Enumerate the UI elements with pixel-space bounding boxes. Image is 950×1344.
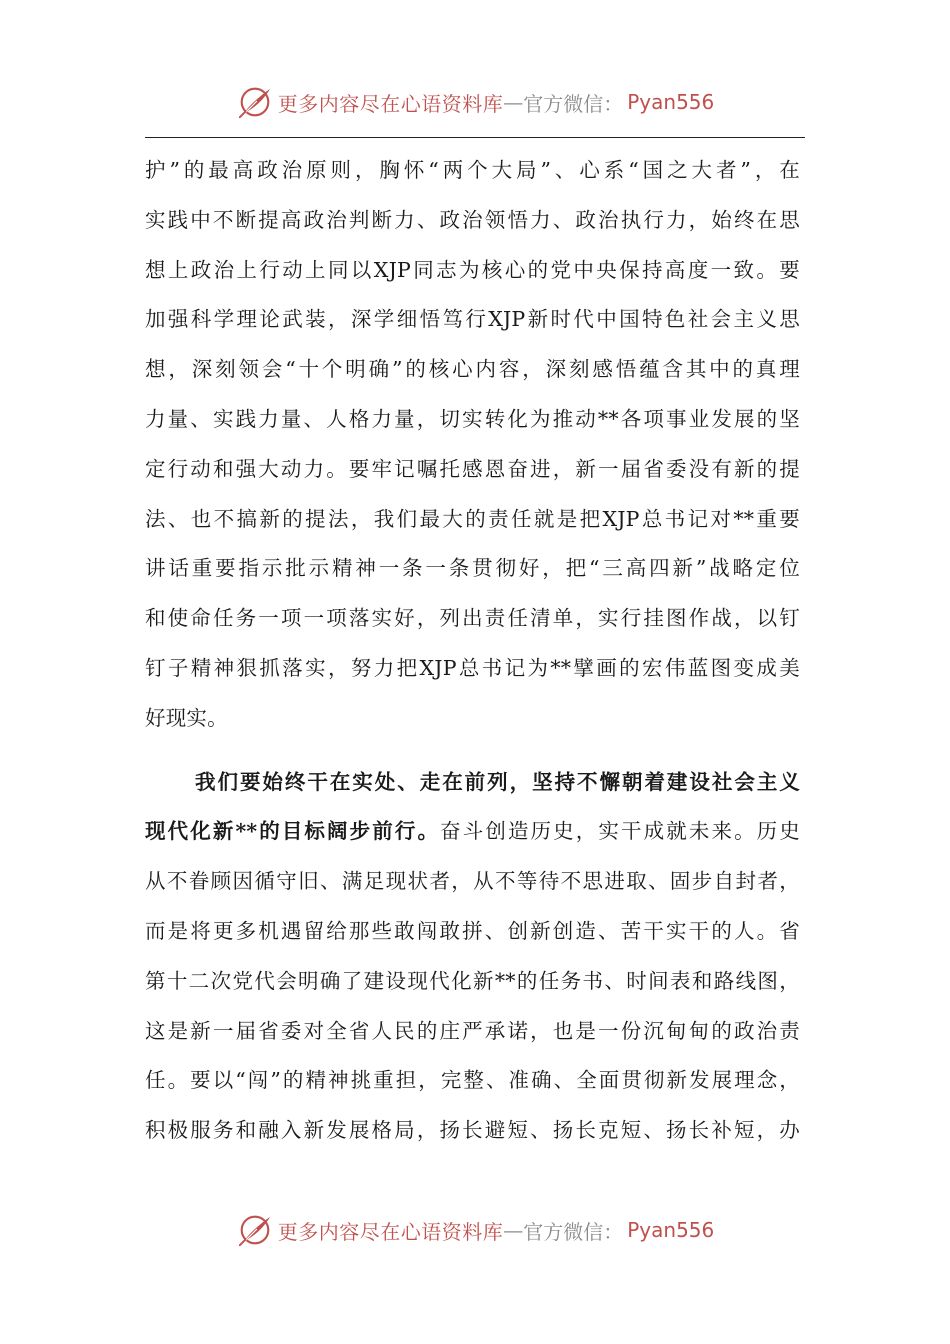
paragraph-1 <box>145 146 800 744</box>
text-line: 讲话重要指示批示精神一条一条贯彻好，把“三高四新”战略定位 <box>145 556 800 581</box>
document-body <box>145 146 800 1156</box>
paragraph-heading-line: 我们要始终干在实处、走在前列，坚持不懈朝着建设社会主义 <box>195 769 800 794</box>
text-line: 定行动和强大动力。要牢记嘱托感恩奋进，新一届省委没有新的提 <box>145 456 800 481</box>
text-line-mixed <box>145 807 800 857</box>
text-line: 想上政治上行动上同以XJP同志为核心的党中央保持高度一致。要 <box>145 257 800 282</box>
text-line: 而是将更多机遇留给那些敢闯敢拼、创新创造、苦干实干的人。省 <box>145 918 800 943</box>
text-line: 第十二次党代会明确了建设现代化新**的任务书、时间表和路线图， <box>145 968 800 993</box>
quill-logo-icon <box>236 83 274 121</box>
header-contact-label: 官方微信： <box>523 91 624 116</box>
footer-banner <box>0 1208 950 1252</box>
text-line: 好现实。 <box>145 705 228 730</box>
header-contact-id: Pyan556 <box>627 90 715 114</box>
text-line: 力量、实践力量、人格力量，切实转化为推动**各项事业发展的坚 <box>145 406 800 431</box>
footer-contact-id: Pyan556 <box>627 1218 715 1242</box>
header-separator: — <box>503 90 524 114</box>
footer-contact-label: 官方微信： <box>523 1219 624 1244</box>
footer-separator: — <box>503 1218 524 1242</box>
text-line: 积极服务和融入新发展格局，扬长避短、扬长克短、扬长补短，办 <box>145 1118 800 1143</box>
paragraph-2 <box>145 758 800 1156</box>
text-line: 实践中不断提高政治判断力、政治领悟力、政治执行力，始终在思 <box>145 207 800 232</box>
header-divider <box>145 137 805 138</box>
text-line: 加强科学理论武装，深学细悟笃行XJP新时代中国特色社会主义思 <box>145 307 800 332</box>
text-line: 任。要以“闯”的精神挑重担，完整、准确、全面贯彻新发展理念， <box>145 1068 800 1093</box>
text-line: 想，深刻领会“十个明确”的核心内容，深刻感悟蕴含其中的真理 <box>145 357 800 382</box>
header-tagline: 更多内容尽在心语资料库 <box>277 91 504 116</box>
paragraph-heading-end: 现代化新**的目标阔步前行。 <box>145 819 441 844</box>
footer-tagline: 更多内容尽在心语资料库 <box>277 1219 504 1244</box>
text-run: 奋斗创造历史，实干成就未来。历史 <box>440 819 800 844</box>
text-line: 法、也不搞新的提法，我们最大的责任就是把XJP总书记对**重要 <box>145 506 800 531</box>
text-line: 钉子精神狠抓落实，努力把XJP总书记为**擘画的宏伟蓝图变成美 <box>145 655 800 680</box>
header-banner <box>0 80 950 124</box>
text-line: 和使命任务一项一项落实好，列出责任清单，实行挂图作战，以钉 <box>145 606 800 631</box>
text-line: 护”的最高政治原则，胸怀“两个大局”、心系“国之大者”，在 <box>145 158 800 182</box>
text-line: 这是新一届省委对全省人民的庄严承诺，也是一份沉甸甸的政治责 <box>145 1018 800 1043</box>
quill-logo-icon <box>236 1211 274 1249</box>
paragraph-gap <box>145 744 800 758</box>
text-line: 从不眷顾因循守旧、满足现状者，从不等待不思进取、固步自封者， <box>145 869 800 894</box>
